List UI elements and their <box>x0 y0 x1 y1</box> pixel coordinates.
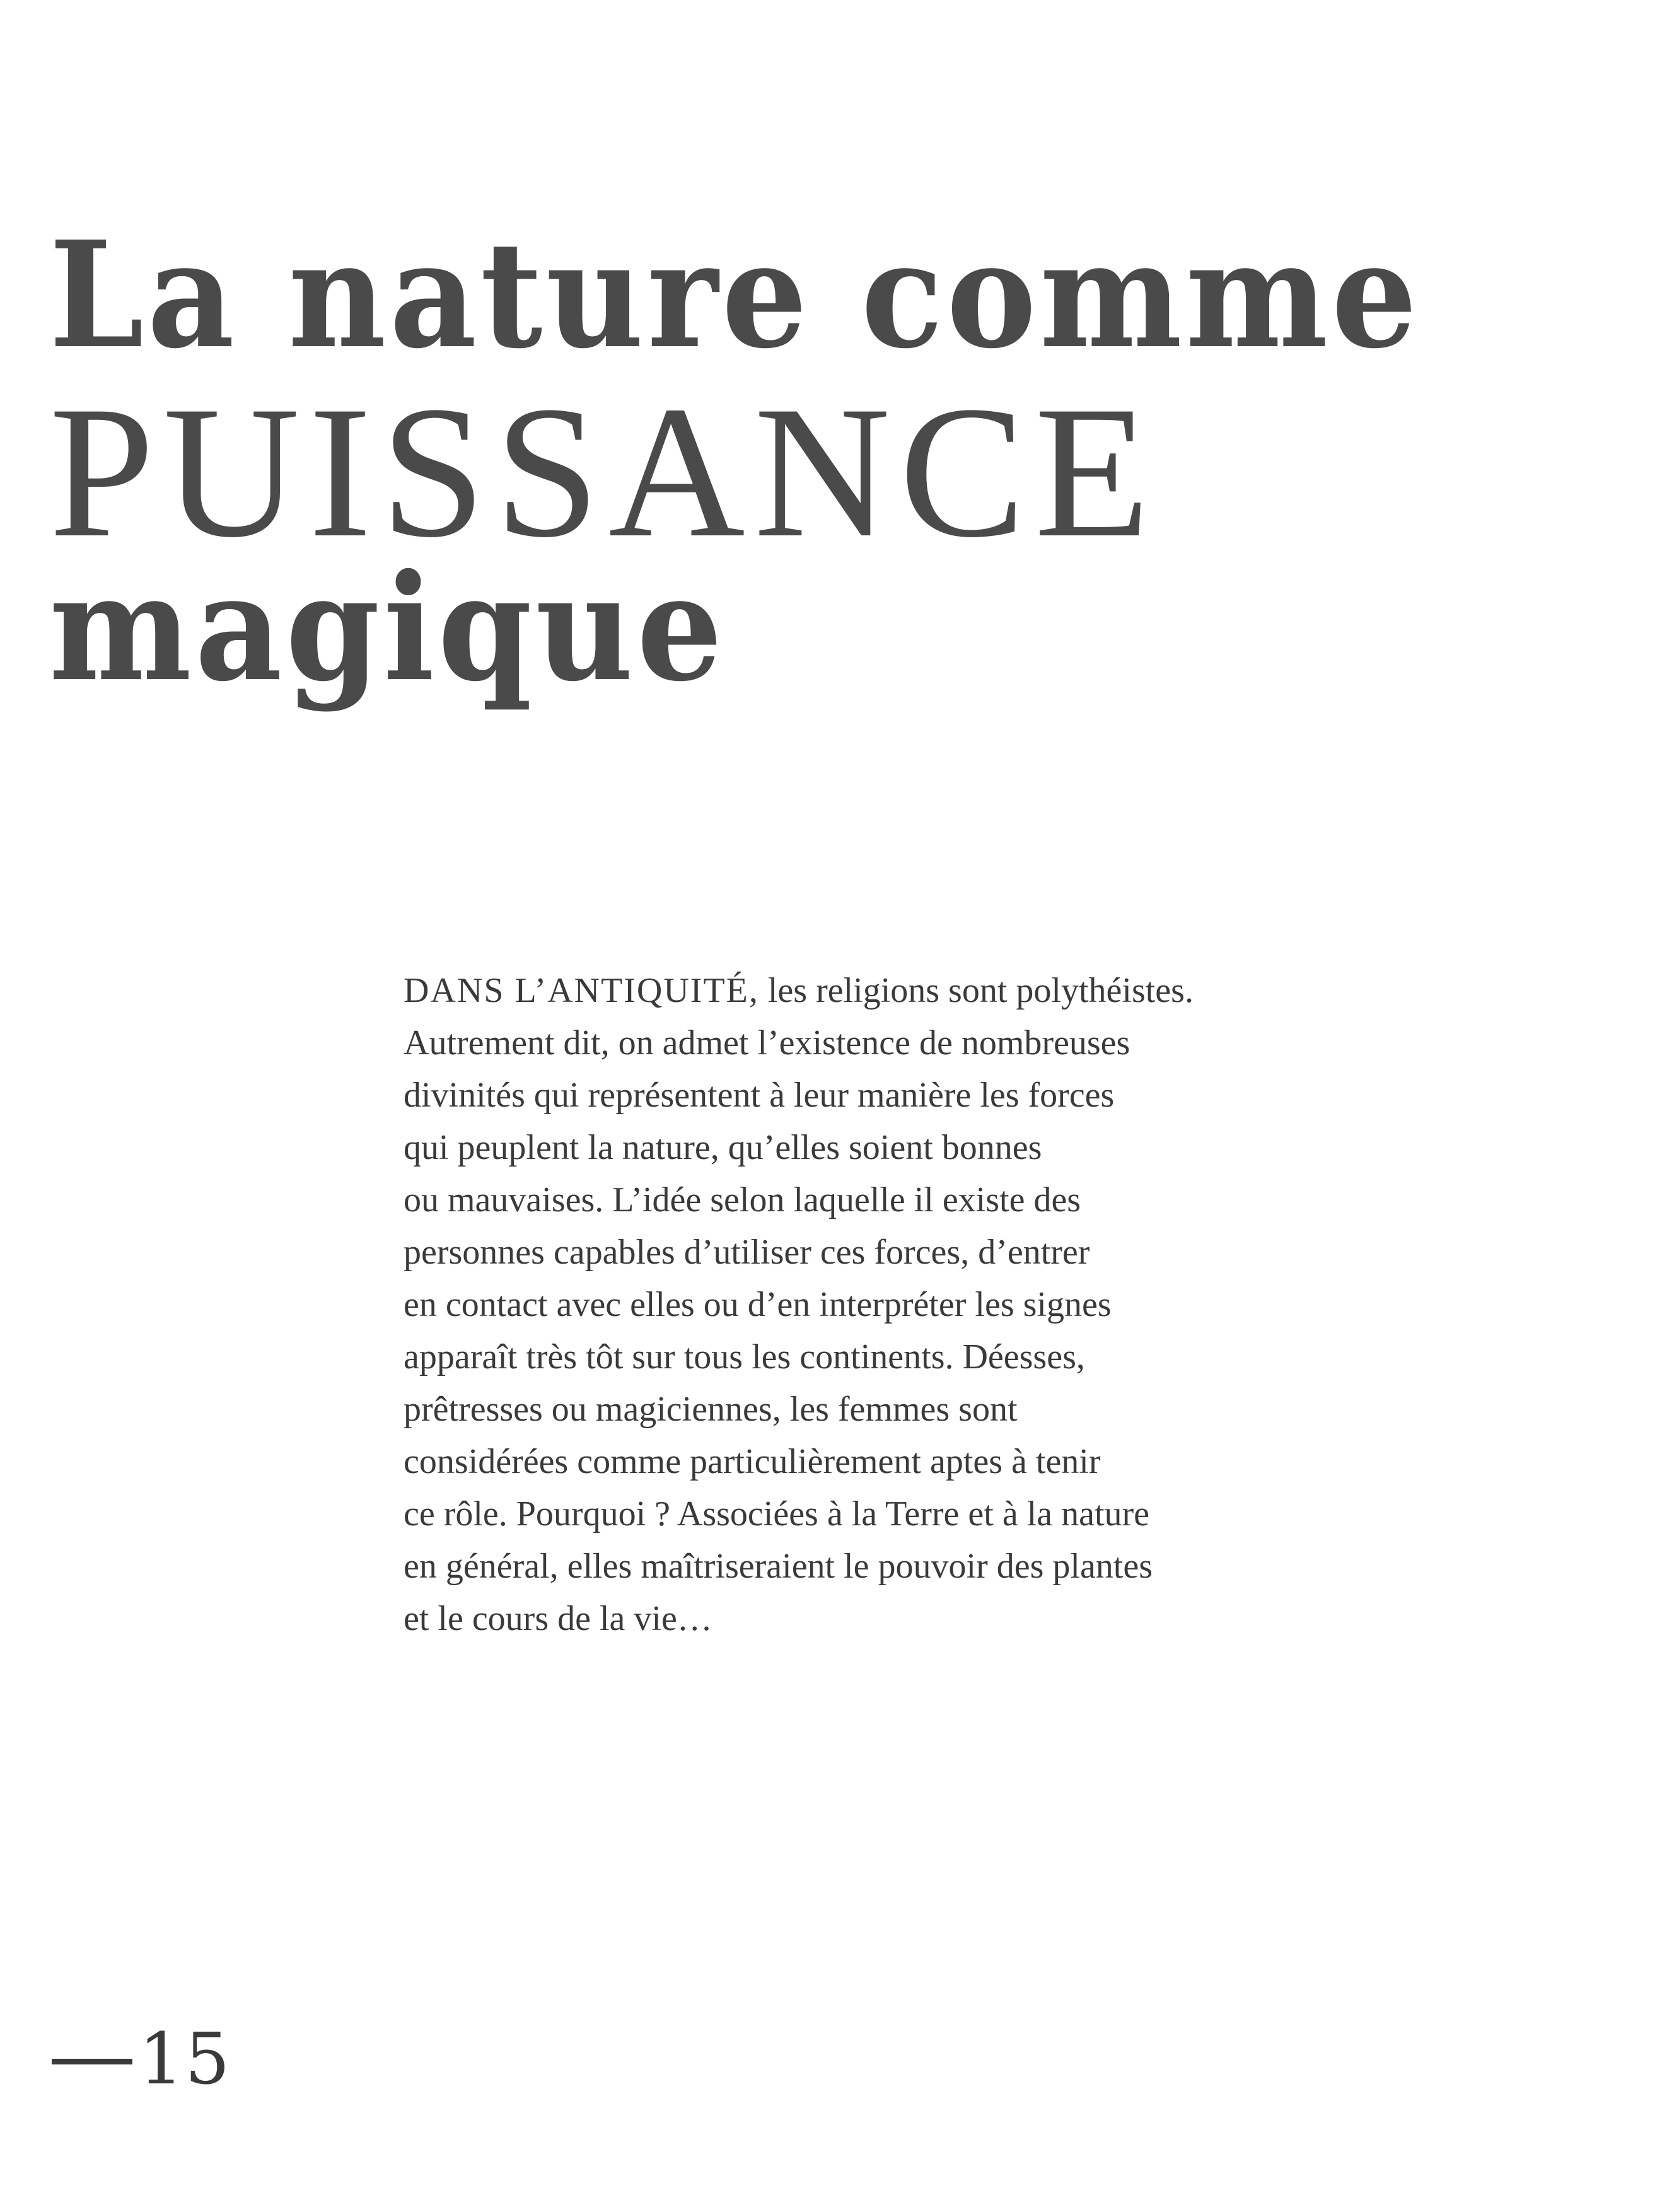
title-line-1: La nature comme <box>49 209 1421 381</box>
body-line-5: ou mauvaises. L’idée selon laquelle il existe des <box>404 1180 1081 1220</box>
body-line-6: personnes capables d’utiliser ces forces, d’entrer <box>404 1233 1090 1272</box>
folio-dash <box>52 2059 132 2064</box>
body-line-12: en général, elles maîtriseraient le pouvoir des plantes <box>404 1547 1153 1586</box>
body-line-11: ce rôle. Pourquoi ? Associées à la Terre et à la nature <box>404 1494 1149 1534</box>
body-line-3: divinités qui représentent à leur manière les forces <box>404 1076 1115 1115</box>
body-line-7: en contact avec elles ou d’en interpréter les signes <box>404 1285 1112 1324</box>
page-number: 15 <box>139 2018 231 2100</box>
body-line-10: considérées comme particulièrement aptes à tenir <box>404 1442 1101 1481</box>
title-line-3: magique <box>49 542 726 714</box>
title-line-2: PUISSANCE <box>49 367 1159 576</box>
body-line-4: qui peuplent la nature, qu’elles soient bonnes <box>404 1128 1042 1167</box>
body-line-9: prêtresses ou magiciennes, les femmes sont <box>404 1390 1018 1429</box>
body-paragraph <box>404 965 1286 1645</box>
body-lead: DANS L’ANTIQUITÉ, <box>404 971 759 1010</box>
body-line-2: Autrement dit, on admet l’existence de nombreuses <box>404 1023 1130 1062</box>
body-line-1 <box>404 965 1286 1017</box>
page-folio <box>52 2018 231 2100</box>
body-line-1-text: les religions sont polythéistes. <box>758 971 1194 1010</box>
body-line-13: et le cours de la vie… <box>404 1599 712 1638</box>
body-line-8: apparaît très tôt sur tous les continents. Déesses, <box>404 1337 1085 1377</box>
